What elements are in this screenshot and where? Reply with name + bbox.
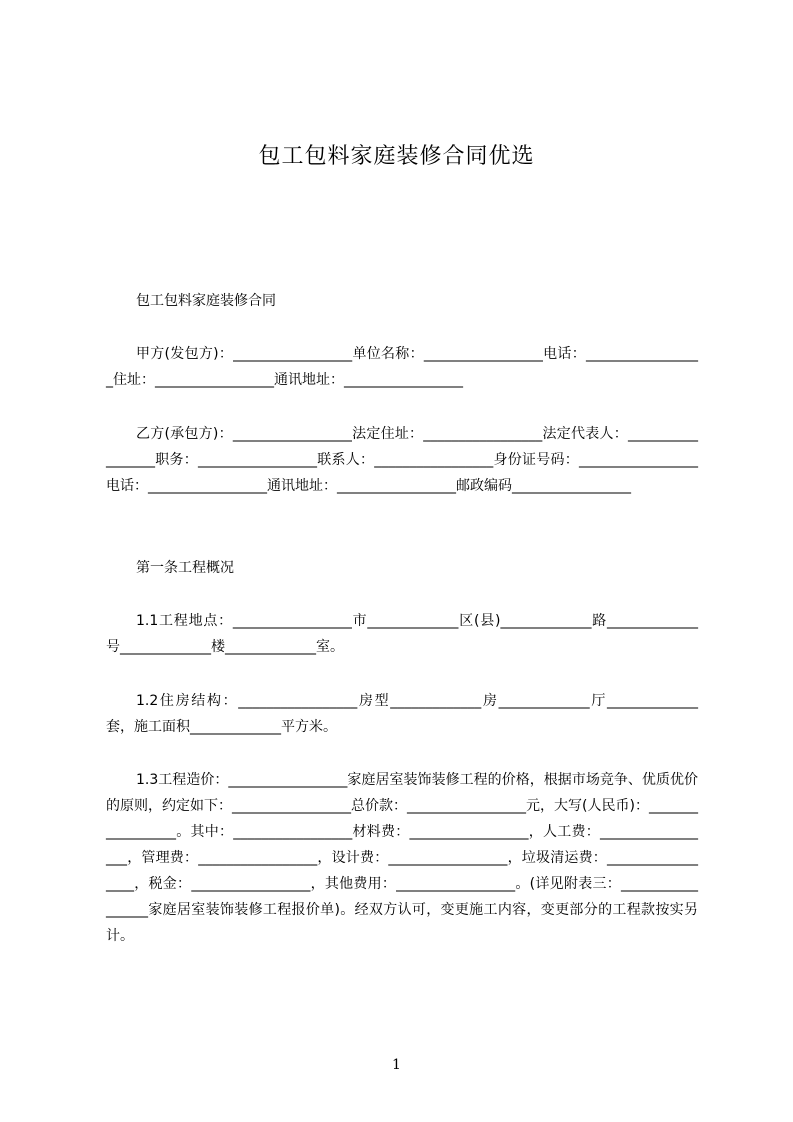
- clause-1-3-cost: 1.3工程造价：_________________家庭居室装饰装修工程的价格，根据市场竞争、优质优价的原则，约定如下：_________________总价款：_________________元，大写(人民币)：_________________。其中：_________________材料费：_________________，人工费：_________________，管理费：_________________，设计费：_________________，垃圾清运费：_________________，税金：_________________，其他费用：_________________。(详见附表三：_________________家庭居室装饰装修工程报价单)。经双方认可，变更施工内容，变更部分的工程款按实另计。: [106, 772, 698, 944]
- clause-1-1-location: 1.1工程地点：_________________市_____________区(县)_____________路_____________号_____________楼_____________室。: [106, 613, 698, 655]
- document-title: 包工包料家庭装修合同优选: [258, 144, 535, 169]
- clause-1-2-structure: 1.2住房结构：_________________房型_____________房_____________厅_____________套，施工面积_____________平方米。: [106, 693, 698, 735]
- party-b-info: 乙方(承包方)：_________________法定住址：_________________法定代表人：_________________职务：_________________联系人：_________________身份证号码：_________________电话：_________________通讯地址：_________________邮政编码_________________: [106, 426, 698, 494]
- party-a-info: 甲方(发包方)：_________________单位名称：_________________电话：_________________住址：_________________通讯地址：_________________: [106, 346, 698, 388]
- contract-heading: 包工包料家庭装修合同: [136, 293, 276, 309]
- article-1-heading: 第一条工程概况: [136, 560, 234, 576]
- page-number: 1: [392, 1057, 401, 1073]
